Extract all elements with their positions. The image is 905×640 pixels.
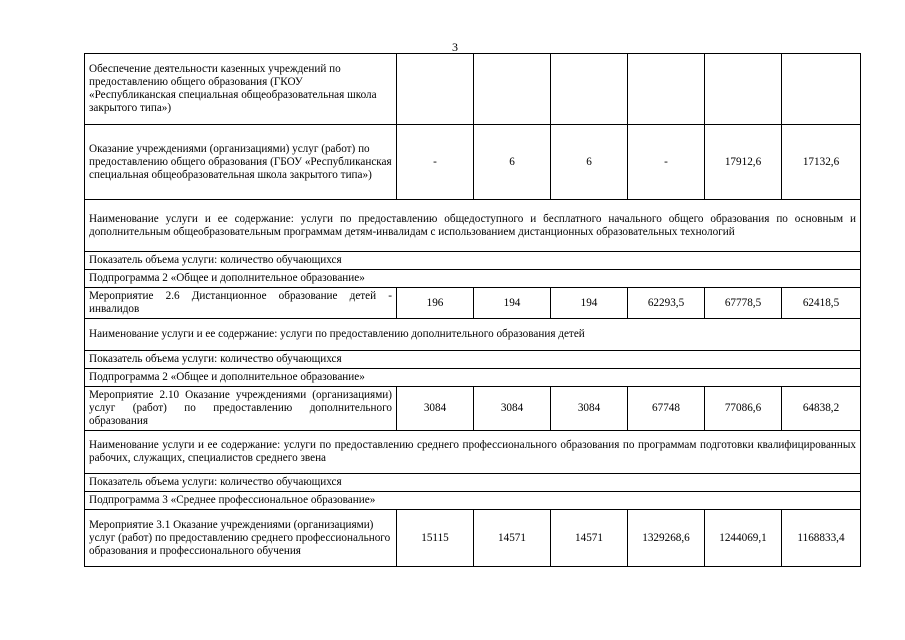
value-cell — [628, 54, 705, 125]
section-text: Подпрограмма 2 «Общее и дополнительное образование» — [85, 270, 861, 288]
section-text: Показатель объема услуги: количество обучающихся — [85, 474, 861, 492]
section-row — [85, 270, 861, 288]
value-cell: 194 — [551, 288, 628, 319]
section-text: Подпрограмма 2 «Общее и дополнительное образование» — [85, 369, 861, 387]
section-row — [85, 431, 861, 474]
value-cell — [705, 54, 782, 125]
value-cell: 17912,6 — [705, 125, 782, 200]
page-number: 3 — [452, 40, 458, 54]
value-cell: 17132,6 — [782, 125, 861, 200]
value-cell: 1168833,4 — [782, 510, 861, 567]
value-cell — [397, 54, 474, 125]
value-cell: 6 — [474, 125, 551, 200]
activity-name: Обеспечение деятельности казенных учреждений по предоставлению общего образования (ГКОУ «Республиканская специальная общеобразовательная школа закрытого типа») — [85, 54, 397, 125]
section-text: Наименование услуги и ее содержание: услуги по предоставлению общедоступного и бесплатного начального общего образования по основным и дополнительным общеобразовательным программам детям-инвалидам с использованием дистанционных образовательных технологий — [85, 200, 861, 252]
value-cell: 1244069,1 — [705, 510, 782, 567]
activity-row — [85, 510, 861, 567]
activity-name: Мероприятие 3.1 Оказание учреждениями (организациями) услуг (работ) по предоставлению среднего профессионального образования и профессионального обучения — [85, 510, 397, 567]
section-row — [85, 369, 861, 387]
value-cell: 3084 — [397, 387, 474, 431]
section-row — [85, 351, 861, 369]
section-row — [85, 474, 861, 492]
value-cell: - — [628, 125, 705, 200]
activity-name: Оказание учреждениями (организациями) услуг (работ) по предоставлению общего образования (ГБОУ «Республиканская специальная общеобразовательная школа закрытого типа») — [85, 125, 397, 200]
value-cell: 3084 — [551, 387, 628, 431]
value-cell: 194 — [474, 288, 551, 319]
value-cell: 67778,5 — [705, 288, 782, 319]
value-cell: 67748 — [628, 387, 705, 431]
activity-row — [85, 54, 861, 125]
activity-row — [85, 288, 861, 319]
activity-row — [85, 387, 861, 431]
value-cell: 3084 — [474, 387, 551, 431]
value-cell — [474, 54, 551, 125]
value-cell — [782, 54, 861, 125]
value-cell: 64838,2 — [782, 387, 861, 431]
section-row — [85, 252, 861, 270]
section-row — [85, 492, 861, 510]
section-text: Показатель объема услуги: количество обучающихся — [85, 351, 861, 369]
value-cell: 14571 — [474, 510, 551, 567]
value-cell: 196 — [397, 288, 474, 319]
section-row — [85, 200, 861, 252]
section-row — [85, 319, 861, 351]
value-cell — [551, 54, 628, 125]
value-cell: 14571 — [551, 510, 628, 567]
section-text: Подпрограмма 3 «Среднее профессиональное образование» — [85, 492, 861, 510]
section-text: Показатель объема услуги: количество обучающихся — [85, 252, 861, 270]
program-table — [84, 53, 861, 567]
value-cell: 62293,5 — [628, 288, 705, 319]
value-cell: - — [397, 125, 474, 200]
activity-row — [85, 125, 861, 200]
value-cell: 77086,6 — [705, 387, 782, 431]
section-text: Наименование услуги и ее содержание: услуги по предоставлению среднего профессионального образования по программам подготовки квалифицированных рабочих, служащих, специалистов среднего звена — [85, 431, 861, 474]
value-cell: 15115 — [397, 510, 474, 567]
value-cell: 62418,5 — [782, 288, 861, 319]
value-cell: 6 — [551, 125, 628, 200]
activity-name: Мероприятие 2.6 Дистанционное образование детей - инвалидов — [85, 288, 397, 319]
value-cell: 1329268,6 — [628, 510, 705, 567]
section-text: Наименование услуги и ее содержание: услуги по предоставлению дополнительного образования детей — [85, 319, 861, 351]
activity-name: Мероприятие 2.10 Оказание учреждениями (организациями) услуг (работ) по предоставлению дополнительного образования — [85, 387, 397, 431]
